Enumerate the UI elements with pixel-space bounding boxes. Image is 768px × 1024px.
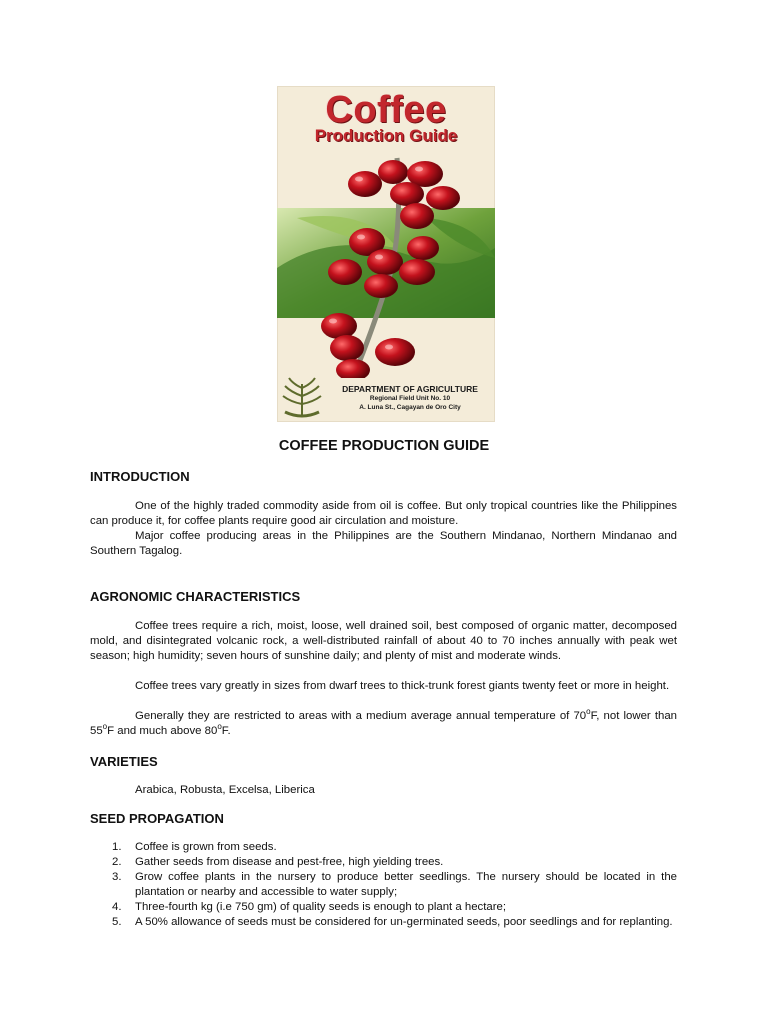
seed-propagation-list: [90, 840, 677, 930]
list-item: 2. Gather seeds from disease and pest-free, high yielding trees.: [112, 856, 444, 868]
heading-introduction: INTRODUCTION: [90, 469, 190, 484]
document-title: COFFEE PRODUCTION GUIDE: [278, 438, 490, 454]
introduction-paragraph-1: One of the highly traded commodity aside from oil is coffee. But only tropical countries like the Philippines can produce it, for coffee plants require good air circulation and moisture.: [90, 500, 677, 527]
cover-image: [277, 86, 495, 422]
cover-dept-line3: A. Luna St., Cagayan de Oro City: [359, 404, 461, 411]
agronomic-paragraph-1: Coffee trees require a rich, moist, loose, well drained soil, best composed of organic matter, decomposed mold, and disintegrated volcanic rock, a well-distributed rainfall of about 40 to 70 inches annually with peak wet season; high humidity; seven hours of sunshine daily; and plenty of mist and moderate winds.: [90, 620, 677, 662]
list-item: 4. Three-fourth kg (i.e 750 gm) of quality seeds is enough to plant a hectare;: [112, 901, 507, 913]
list-item: 1. Coffee is grown from seeds.: [112, 841, 277, 853]
agriculture-seal-icon: [279, 376, 325, 420]
heading-agronomic-characteristics: AGRONOMIC CHARACTERISTICS: [90, 589, 301, 604]
list-item: 5. A 50% allowance of seeds must be considered for un-germinated seeds, poor seedlings and for replanting.: [112, 916, 673, 928]
agronomic-paragraph-2: Coffee trees vary greatly in sizes from dwarf trees to thick-trunk forest giants twenty feet or more in height.: [135, 680, 670, 692]
list-item: 3. Grow coffee plants in the nursery to produce better seedlings. The nursery should be located in the plantation or nearby and accessible to water supply;: [112, 871, 677, 898]
heading-varieties: VARIETIES: [90, 754, 158, 769]
coffee-berries-illustration: [277, 148, 495, 378]
cover-dept-line1: DEPARTMENT OF AGRICULTURE: [342, 384, 478, 394]
introduction-paragraph-2: Major coffee producing areas in the Philippines are the Southern Mindanao, Northern Mindanao and Southern Tagalog.: [90, 530, 677, 557]
heading-seed-propagation: SEED PROPAGATION: [90, 811, 224, 826]
cover-title: Coffee: [325, 89, 447, 131]
cover-subtitle: Production Guide: [314, 126, 458, 145]
agronomic-paragraph-3: Generally they are restricted to areas with a medium average annual temperature of 70$^o$F, not lower than 55$^o$F and much above 80$^o$F.: [90, 707, 678, 737]
varieties-list: Arabica, Robusta, Excelsa, Liberica: [135, 784, 315, 796]
cover-dept-line2: Regional Field Unit No. 10: [369, 395, 451, 402]
cover-department: [327, 384, 493, 412]
